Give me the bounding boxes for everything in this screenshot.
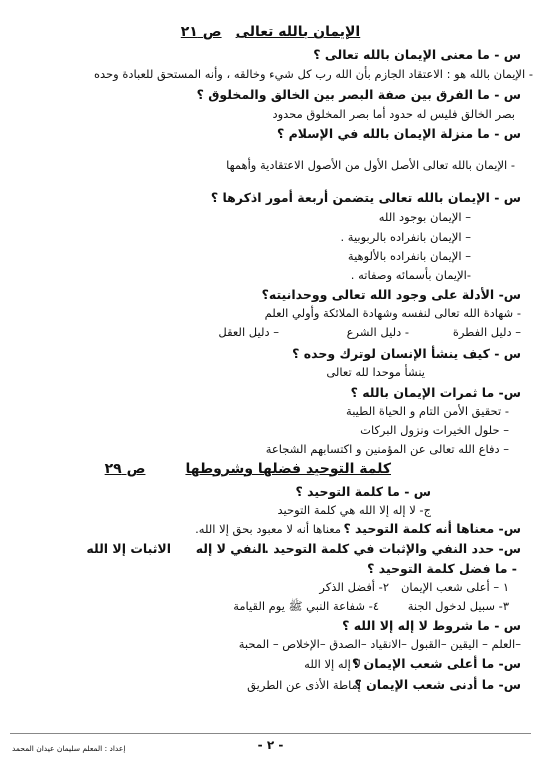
question-text: س- ما أعلى شعب الإيمان ؟ xyxy=(351,656,521,671)
answer-line: ج- لا إله إلا الله هي كلمة التوحيد xyxy=(277,503,431,517)
list-item: – الإيمان بانفراده بالربوبية . xyxy=(340,230,471,244)
question-line: س - الإيمان بالله تعالى يتضمن أربعة أمور اذكرها ؟ xyxy=(210,190,521,205)
answer-line: - شهادة الله تعالى لنفسه وشهادة الملائكة وأولي العلم xyxy=(264,306,521,320)
question-line: - ما فضل كلمة التوحيد ؟ xyxy=(367,561,517,576)
question-line xyxy=(10,655,521,673)
answer-text: لا إله إلا الله xyxy=(304,657,361,671)
section-title: الإيمان بالله تعالى xyxy=(235,24,361,40)
question-line: س- الأدلة على وجود الله تعالى ووحدانيته؟ xyxy=(261,287,521,302)
question-line: س - ما منزلة الإيمان بالله في الإسلام ؟ xyxy=(277,126,521,141)
question-line xyxy=(10,520,521,538)
question-line: س- ما ثمرات الإيمان بالله ؟ xyxy=(350,385,521,400)
page-reference: ص ٢٩ xyxy=(104,461,146,477)
list-item: – الإيمان بانفراده بالألوهية xyxy=(347,249,471,263)
section-heading-faith xyxy=(0,22,541,42)
answer-line: –العلم – اليقين –القبول –الانقياد –الصدق –الإخلاص – المحبة xyxy=(238,637,521,651)
page-number: - ٢ - xyxy=(257,738,284,752)
question-line: س - ما كلمة التوحيد ؟ xyxy=(295,484,431,499)
list-item: ٤- شفاعة النبي ﷺ يوم القيامة xyxy=(233,599,379,613)
answer-text: الاثبات إلا الله xyxy=(86,541,171,556)
answer-text: إماطة الأذى عن الطريق xyxy=(247,678,361,692)
list-item: – دليل الفطرة xyxy=(452,325,521,339)
list-item: – حلول الخيرات ونزول البركات xyxy=(360,423,509,437)
answer-line xyxy=(10,324,521,341)
answer-line xyxy=(10,579,509,596)
answer-line: ينشأ موحدا لله تعالى xyxy=(326,365,425,379)
answer-line: - الإيمان بالله تعالى الأصل الأول من الأصول الاعتقادية وأهمها xyxy=(226,158,515,172)
question-line: س - كيف ينشأ الإنسان لوترك وحده ؟ xyxy=(292,346,521,361)
list-item: - دليل الشرع xyxy=(346,325,409,339)
answer-line: - الإيمان بالله هو : الاعتقاد الجازم بأن الله رب كل شيء وخالقه ، وأنه المستحق للعبادة وحده xyxy=(93,67,533,81)
list-item: - تحقيق الأمن التام و الحياة الطيبة xyxy=(346,404,509,418)
list-item: ١ – أعلى شعب الإيمان xyxy=(400,580,509,594)
question-text: س- معناها أنه كلمة التوحيد ؟ xyxy=(343,521,521,536)
list-item: -الإيمان بأسمائه وصفاته . xyxy=(350,268,471,282)
footer-divider xyxy=(10,733,531,734)
question-line: س - ما شروط لا إله إلا الله ؟ xyxy=(342,618,521,633)
question-text: س- حدد النفي والإثبات في كلمة التوحيد . xyxy=(264,541,521,556)
section-title: كلمة التوحيد فضلها وشروطها xyxy=(185,461,391,477)
section-heading-tawhid xyxy=(104,459,391,479)
question-line: س - ما معنى الإيمان بالله تعالى ؟ xyxy=(313,47,521,62)
question-line xyxy=(10,540,521,557)
list-item: ٣- سبيل لدخول الجنة xyxy=(407,599,509,613)
answer-line: بصر الخالق فليس له حدود أما بصر المخلوق محدود xyxy=(272,107,515,121)
answer-text: النفي لا إله xyxy=(195,541,266,556)
list-item: – الإيمان بوجود الله xyxy=(378,210,471,224)
answer-text: معناها أنه لا معبود بحق إلا الله. xyxy=(195,522,341,536)
list-item: – دليل العقل xyxy=(218,325,279,339)
question-line: س - ما الفرق بين صفة البصر بين الخالق والمخلوق ؟ xyxy=(196,87,521,102)
question-text: س- ما أدنى شعب الإيمان ؟ xyxy=(354,677,521,692)
page-reference: ص ٢١ xyxy=(180,24,222,40)
list-item: – دفاع الله تعالى عن المؤمنين و اكتسابهم الشجاعة xyxy=(265,442,509,456)
answer-line xyxy=(10,598,509,615)
list-item: ٢- أفضل الذكر xyxy=(319,580,389,594)
question-line xyxy=(10,676,521,694)
author-credit: إعداد : المعلم سليمان عيدان المحمد xyxy=(12,744,126,753)
